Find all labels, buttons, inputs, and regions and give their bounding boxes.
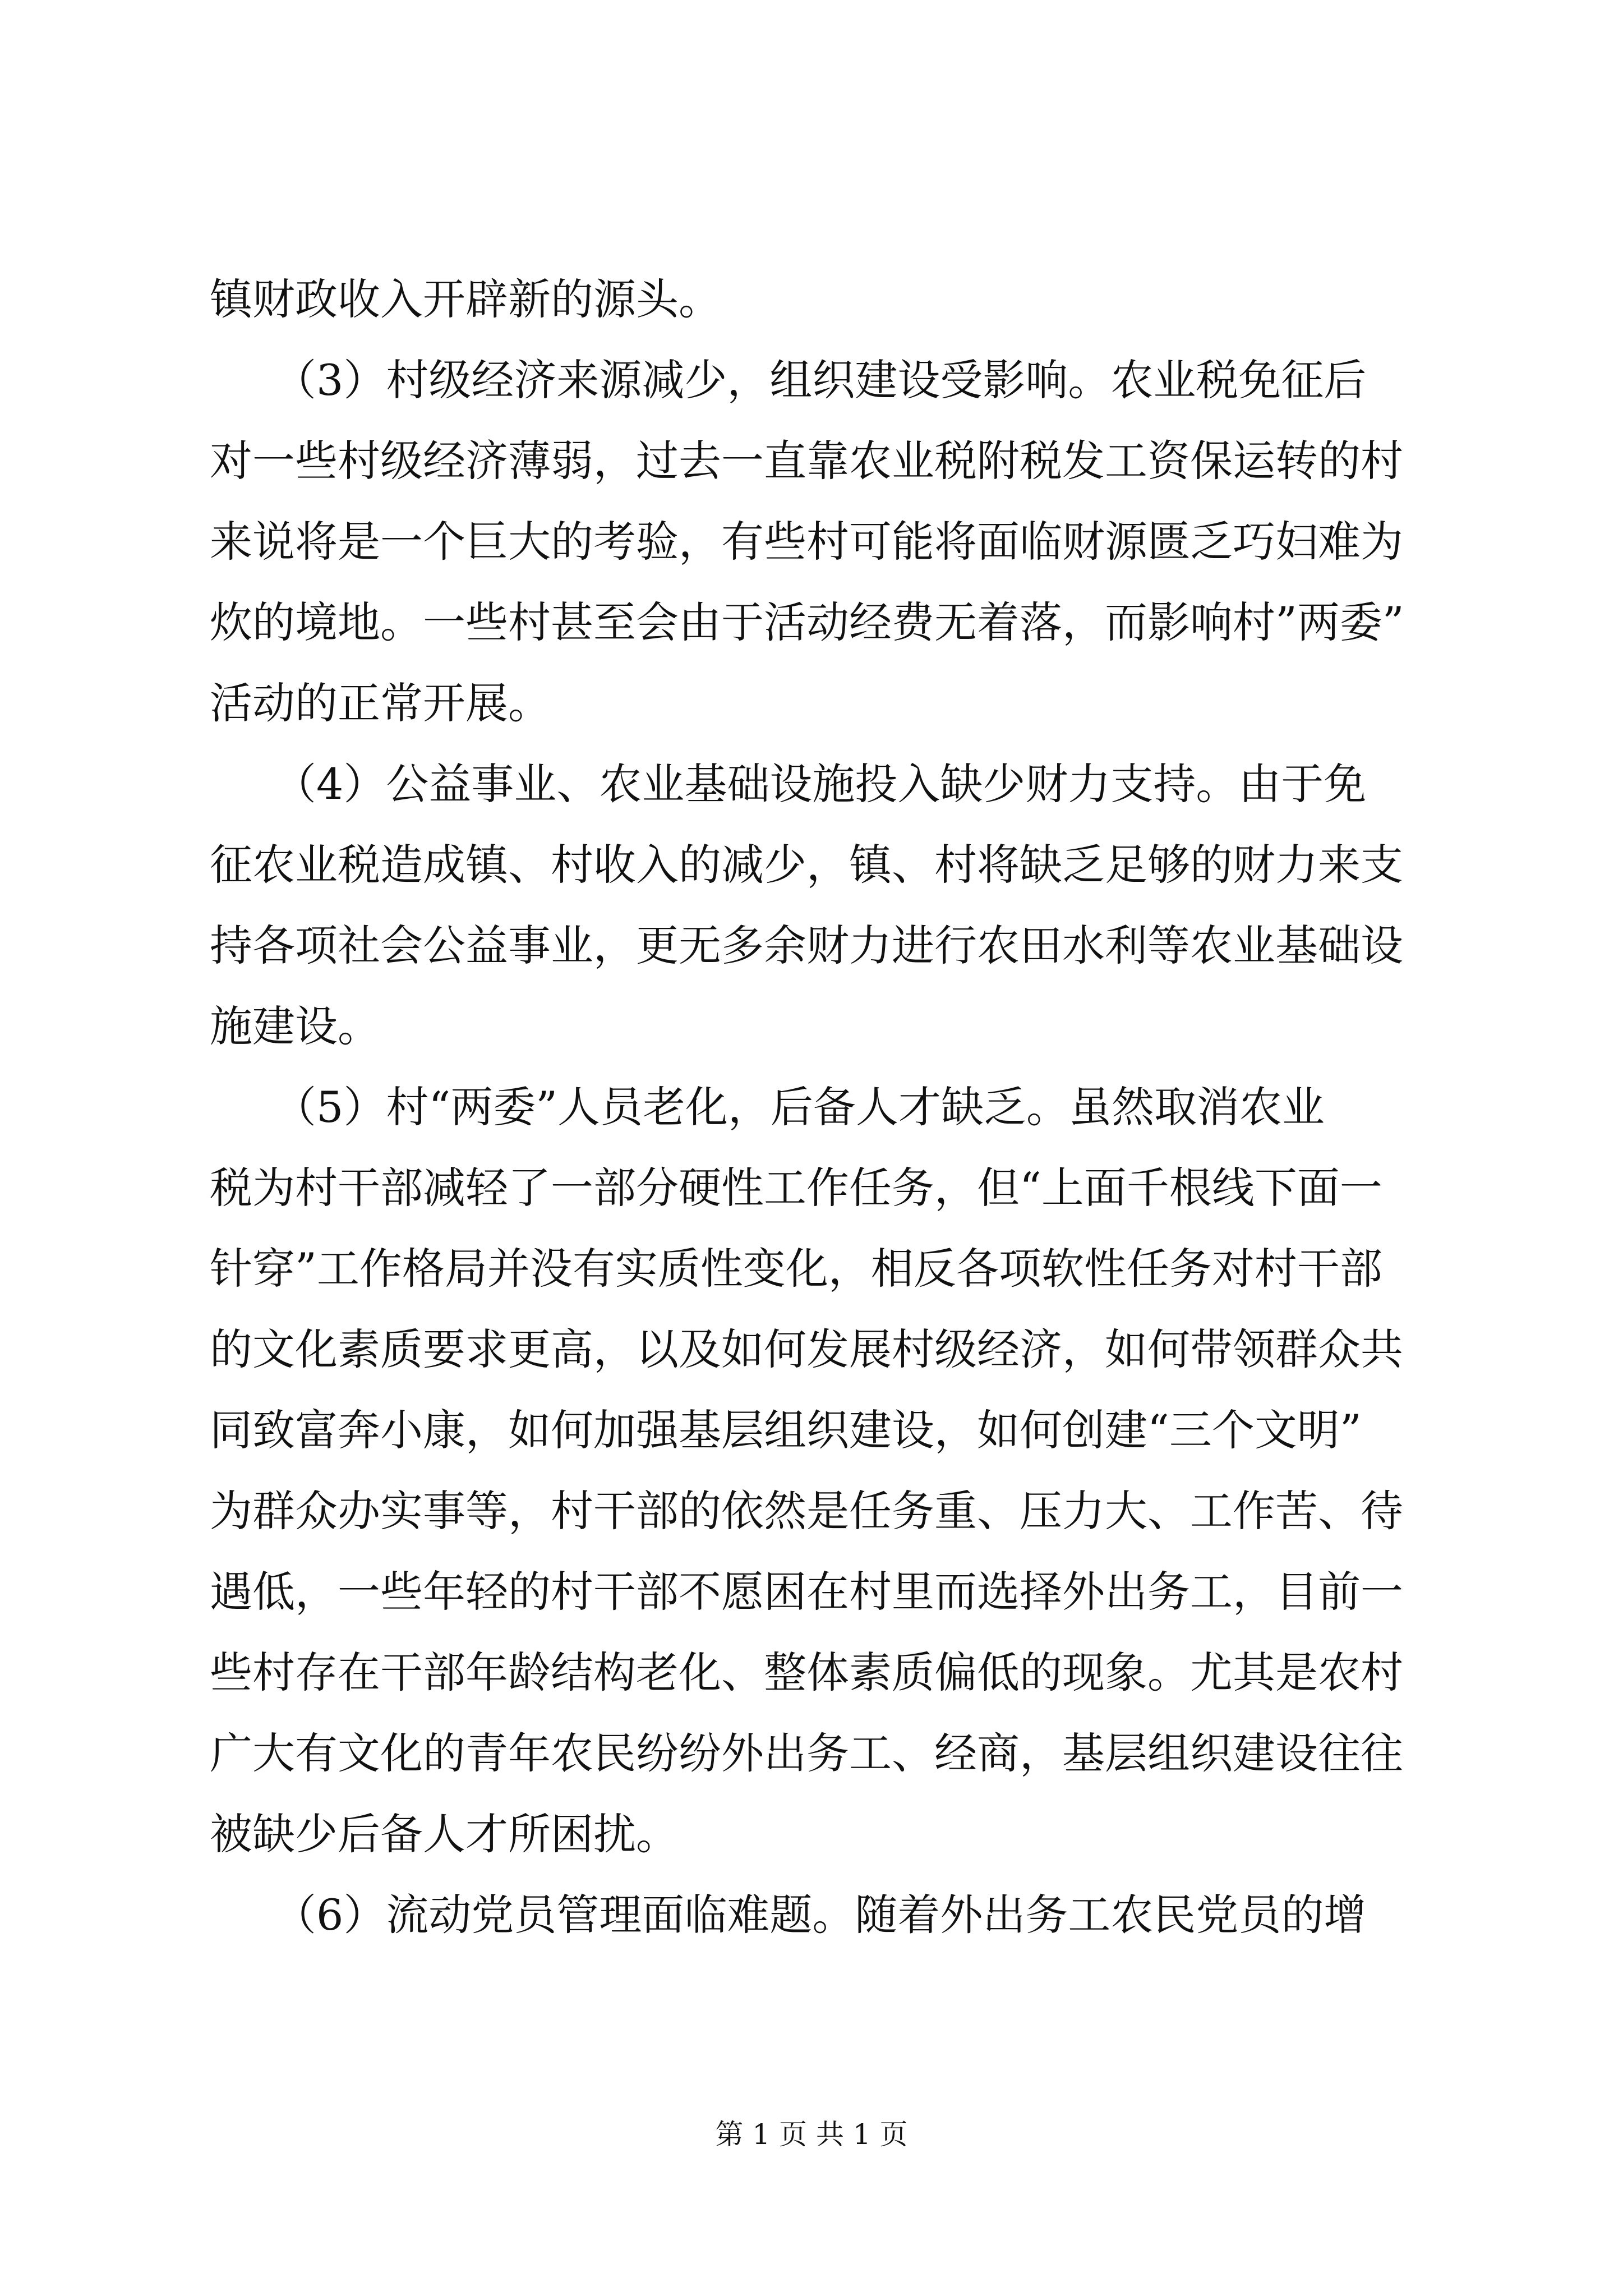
text-line: 持各项社会公益事业，更无多余财力进行农田水利等农业基础设	[210, 921, 1403, 970]
text-line: （4）公益事业、农业基础设施投入缺少财力支持。由于免	[210, 759, 1367, 809]
text-line: 活动的正常开展。	[210, 678, 551, 728]
text-line: 些村存在干部年龄结构老化、整体素质偏低的现象。尤其是农村	[210, 1648, 1403, 1697]
text-line: 被缺少后备人才所困扰。	[210, 1809, 679, 1859]
text-line: 的文化素质要求更高，以及如何发展村级经济，如何带领群众共	[210, 1324, 1403, 1374]
text-line: （3）村级经济来源减少，组织建设受影响。农业税免征后	[210, 355, 1367, 405]
text-line: 炊的境地。一些村甚至会由于活动经费无着落，而影响村”两委”	[210, 597, 1404, 647]
text-line: 征农业税造成镇、村收入的减少，镇、村将缺乏足够的财力来支	[210, 840, 1403, 890]
text-line: （5）村“两委”人员老化，后备人才缺乏。虽然取消农业	[210, 1082, 1325, 1132]
text-line: 镇财政收入开辟新的源头。	[210, 274, 721, 324]
text-line: 广大有文化的青年农民纷纷外出务工、经商，基层组织建设往往	[210, 1728, 1403, 1778]
text-line: 施建设。	[210, 1001, 380, 1051]
text-line: 对一些村级经济薄弱，过去一直靠农业税附税发工资保运转的村	[210, 436, 1403, 486]
page-footer: 第 1 页 共 1 页	[715, 2118, 908, 2151]
body-text	[210, 259, 1421, 1955]
text-line: 来说将是一个巨大的考验，有些村可能将面临财源匮乏巧妇难为	[210, 517, 1403, 567]
text-line: 为群众办实事等，村干部的依然是任务重、压力大、工作苦、待	[210, 1486, 1403, 1536]
text-line: 税为村干部减轻了一部分硬性工作任务，但“上面千根线下面一	[210, 1163, 1382, 1213]
text-line: 遇低，一些年轻的村干部不愿困在村里而选择外出务工，目前一	[210, 1567, 1403, 1617]
text-line: 同致富奔小康，如何加强基层组织建设，如何创建“三个文明”	[210, 1405, 1362, 1455]
text-line: 针穿”工作格局并没有实质性变化，相反各项软性任务对村干部	[210, 1244, 1382, 1294]
text-line: （6）流动党员管理面临难题。随着外出务工农民党员的增	[210, 1890, 1367, 1940]
